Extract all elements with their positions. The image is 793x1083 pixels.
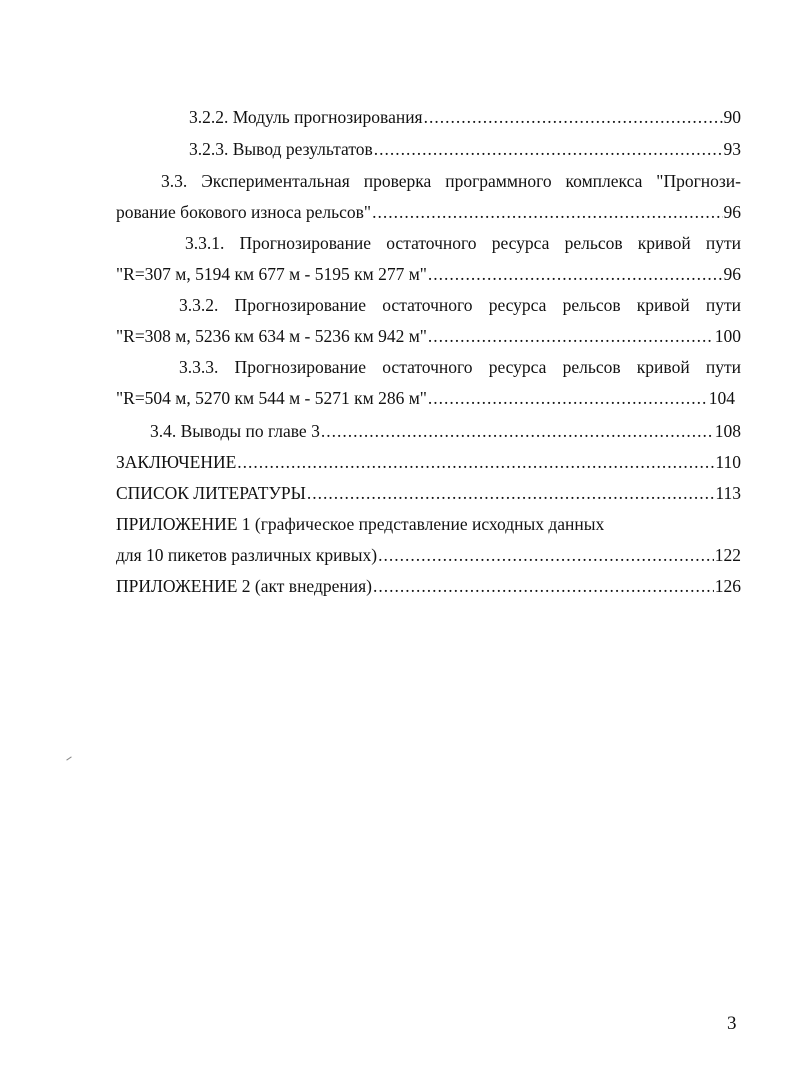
toc-entry-3-2-2[interactable] (189, 105, 741, 129)
toc-entry-3-4[interactable] (150, 419, 741, 443)
toc-entry-references[interactable] (116, 481, 741, 505)
toc-leader-dots (428, 262, 723, 286)
toc-entry-page: 122 (714, 545, 741, 565)
scan-speck (66, 756, 71, 760)
toc-entry-title: "R=308 м, 5236 км 634 м - 5236 км 942 м" (116, 326, 427, 346)
toc-entry-appendix-2[interactable] (116, 574, 741, 598)
toc-entry-page: 100 (714, 326, 741, 346)
toc-entry-appendix-1-line2[interactable] (116, 543, 741, 567)
toc-entry-3-3-2-line1[interactable]: 3.3.2. Прогнозирование остаточного ресурса рельсов кривой пути (179, 295, 741, 315)
toc-leader-dots (374, 137, 723, 161)
toc-entry-title: для 10 пикетов различных кривых) (116, 545, 378, 565)
toc-entry-3-3-3-line2[interactable] (116, 386, 735, 410)
toc-leader-dots (372, 200, 722, 224)
toc-entry-page: 110 (715, 452, 741, 472)
toc-leader-dots (378, 543, 714, 567)
toc-entry-3-2-3[interactable] (189, 137, 741, 161)
toc-entry-3-3-3-line1[interactable]: 3.3.3. Прогнозирование остаточного ресурса рельсов кривой пути (179, 357, 741, 377)
toc-entry-title: "R=504 м, 5270 км 544 м - 5271 км 286 м" (116, 388, 427, 408)
toc-entry-page: 93 (723, 139, 741, 159)
toc-entry-title: 3.4. Выводы по главе 3 (150, 421, 320, 441)
toc-entry-title: "R=307 м, 5194 км 677 м - 5195 км 277 м" (116, 264, 427, 284)
toc-entry-page: 96 (723, 202, 741, 222)
toc-leader-dots (424, 105, 723, 129)
toc-entry-title: ПРИЛОЖЕНИЕ 1 (графическое представление исходных данных (116, 514, 605, 534)
toc-entry-page: 90 (723, 107, 741, 127)
toc-leader-dots (373, 574, 714, 598)
toc-entry-3-3-1-line1[interactable]: 3.3.1. Прогнозирование остаточного ресурса рельсов кривой пути (185, 233, 741, 253)
toc-entry-3-3-line2[interactable] (116, 200, 741, 224)
toc-entry-3-3-line1[interactable]: 3.3. Экспериментальная проверка программного комплекса "Прогнози- (161, 171, 741, 191)
toc-entry-title: ПРИЛОЖЕНИЕ 2 (акт внедрения) (116, 576, 372, 596)
toc-entry-title: 3.2.3. Вывод результатов (189, 139, 373, 159)
toc-leader-dots (428, 386, 708, 410)
toc-entry-title: ЗАКЛЮЧЕНИЕ (116, 452, 237, 472)
page-number: 3 (727, 1013, 737, 1034)
toc-entry-3-3-1-line2[interactable] (116, 262, 741, 286)
toc-leader-dots (307, 481, 715, 505)
toc-entry-title: рование бокового износа рельсов" (116, 202, 372, 222)
toc-entry-page: 104 (708, 388, 735, 408)
toc-entry-title: 3.2.2. Модуль прогнозирования (189, 107, 423, 127)
toc-entry-page: 108 (714, 421, 741, 441)
toc-entry-page: 113 (715, 483, 741, 503)
toc-entry-page: 126 (714, 576, 741, 596)
toc-entry-page: 96 (723, 264, 741, 284)
toc-leader-dots (237, 450, 714, 474)
toc-entry-3-3-2-line2[interactable] (116, 324, 741, 348)
toc-entry-appendix-1-line1[interactable] (116, 512, 741, 536)
toc-leader-dots (428, 324, 714, 348)
toc-entry-conclusion[interactable] (116, 450, 741, 474)
toc-leader-dots (321, 419, 714, 443)
toc-entry-title: СПИСОК ЛИТЕРАТУРЫ (116, 483, 306, 503)
